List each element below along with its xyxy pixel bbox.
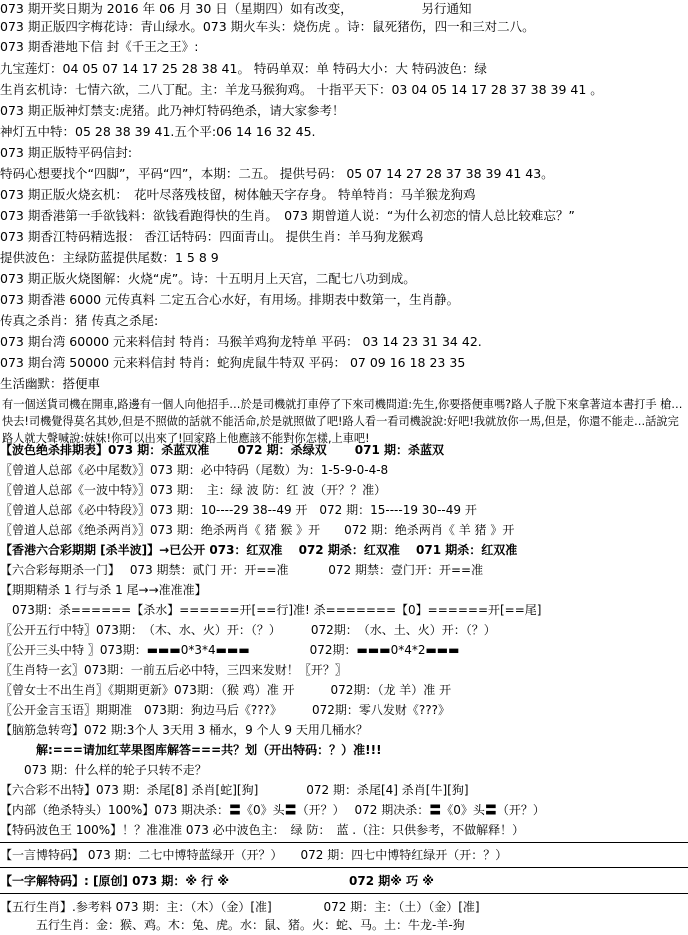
line-one-char: 【一字解特码】: [原创] 073 期：※ 行 ※ 072 期※ 巧 ※: [0, 874, 434, 888]
line-four-legs: 特码心想要找个“四脚”，平码“四”，本期：二五。 提供号码： 05 07 14 27 28 37 38 39 41 43。: [0, 166, 554, 181]
line-three-heads: 〖公开三头中特 〗073期：▬▬▬0*3*4▬▬▬ 072期：▬▬▬0*4*2▬▬▬: [0, 643, 460, 657]
line-hk-first-hand: 073 期香港第一手欲钱料：欲钱看跑得快的生肖。 073 期曾道人说：“为什么初恋的情人总比较难忘？”: [0, 208, 575, 223]
line-plum-poem: 073 期正版四字梅花诗：青山绿水。073 期火车头：烧伤虎 。诗：鼠死猪伤，四一和三对二八。: [0, 19, 535, 34]
line-answer: 解:===请加红苹果图库解答===共？划（开出特码：？）准!!!: [0, 743, 382, 757]
line-kill-two: 〖曾道人总部《绝杀两肖》〗073 期：绝杀两肖《 猪 猴 》开 072 期：绝杀两肖《 羊 猪 》开: [0, 523, 515, 537]
line-hk-envelope: 073 期香港地下信 封《千王之王》:: [0, 39, 199, 54]
line-hk-fax: 073 期香港 6000 元传真料 二定五合心水好，有用场。排期表中数第一，生肖静。: [0, 292, 460, 307]
humor-story: 有一個送貨司機在開車,路邊有一個人向他招手…於是司機就打車停了下來司機問道:先生,你要搭便車嗎?路人子脫下來拿著這本書打手 槍…快去!司機覺得莫名其妙,但是不照做的話就不能活命,於是就照做了吧!路人看一看司機說說:好吧!我就放你一馬,但是，你還不能走…話說完路人就大聲喊說:妹妹!你可以出來了!回家路上他應該不能對你怎樣,上車吧!: [2, 398, 683, 445]
line-must-segment: 〖曾道人总部《必中特段》〗073 期：10----29 38--49 开 072 期：15----19 30--49 开: [0, 503, 477, 517]
line-zodiac-poem: 生肖玄机诗：七情六欲，二八丁配。主：羊龙马猴狗鸡。 十指平天下：03 04 05 14 17 28 37 38 39 41 。: [0, 82, 603, 97]
line-inner-kill: 【内部（绝杀特头）100%】073 期决杀：〓《0》头〓（开？） 072 期决杀：〓《0》头〓（开？）: [0, 803, 545, 817]
line-flat-code-envelope: 073 期正版特平码信封:: [0, 145, 133, 160]
line-riddle: 073 期：什么样的轮子只转不走？: [0, 763, 207, 777]
divider: [0, 893, 688, 894]
line-no-special: 【六合彩不出特】073 期：杀尾[8] 杀肖[蛇][狗] 072 期：杀尾[4] 杀肖[牛][狗]: [0, 783, 469, 797]
line-ms-zeng: 〖曾女士不出生肖〗《期期更新》073期：（猴 鸡）准 开 072期：（龙 羊）准 开: [0, 683, 452, 697]
line-draw-date: 073 期开奖日期为 2016 年 06 月 30 日（星期四）如有改变， 另行通知: [0, 1, 472, 16]
line-lamp-five: 神灯五中特：05 28 38 39 41.五个平:06 14 16 32 45.: [0, 124, 316, 139]
line-kill-water: 073期：杀======【杀水】======开[==行]准! 杀=======【0】======开[==尾]: [0, 603, 542, 617]
line-lamp-ban: 073 期正版神灯禁支:虎猪。此乃神灯特码绝杀，请大家参考！: [0, 103, 345, 118]
line-brain-teaser: 【脑筋急转弯】072 期:3个人 3天用 3 桶水，9 个人 9 天用几桶水？: [0, 723, 368, 737]
line-taiwan-50000: 073 期台湾 50000 元来料信封 特肖：蛇狗虎鼠牛特双 平码： 07 09 16 18 23 35: [0, 355, 466, 370]
line-fire-mystery: 073 期正版火烧玄机： 花叶尽落残枝留，树体触天字存身。 特单特肖：马羊猴龙狗鸡: [0, 187, 476, 202]
line-one-wave: 〖曾道人总部《一波中特》〗073 期： 主：绿 波 防：红 波（开？？准）: [0, 483, 387, 497]
line-wave-kill-table: 【波色绝杀排期表】073 期：杀蓝双准 072 期：杀绿双 071 期：杀蓝双: [0, 443, 445, 457]
line-one-word-bet: 【一言博特码】 073 期：二七中博特蓝绿开（开？） 072 期：四七中博特红绿开（开：？）: [0, 848, 508, 862]
divider: [0, 842, 688, 843]
line-kill-half-wave: 【香港六合彩期期 [杀半波]】→已公开 073：红双准 072 期杀：红双准 071 期杀：红双准: [0, 543, 518, 557]
line-golden-words: 〖公开金言玉语〗期期准 073期：狗边马后《???》 072期：零八发财《???》: [0, 703, 451, 717]
line-humor-title: 生活幽默：搭便車: [0, 376, 101, 391]
line-five-zodiac-list: 五行生肖：金：猴、鸡。木：兔、虎。水：鼠、猪。火：蛇、马。土：牛龙-羊-狗: [0, 918, 465, 932]
line-five-elements: 〖公开五行中特〗073期： （木、水、火）开：（？） 072期： （水、土、火）开：（？）: [0, 623, 496, 637]
line-taiwan-60000: 073 期台湾 60000 元来料信封 特肖：马猴羊鸡狗龙特单 平码： 03 14 23 31 34 42.: [0, 334, 482, 349]
line-lotus-lamp: 九宝莲灯：04 05 07 14 17 25 28 38 41。 特码单双：单 特码大小：大 特码波色：绿: [0, 61, 487, 76]
line-kill-one-door: 【六合彩每期杀一门】 073 期禁：贰门 开：开==准 072 期禁：壹门开：开==准: [0, 563, 484, 577]
line-wave-color: 提供波色：主绿防蓝提供尾数：1 5 8 9: [0, 250, 219, 265]
line-precise-kill: 【期期精杀 1 行与杀 1 尾→→准准准】: [0, 583, 207, 597]
line-fire-diagram: 073 期正版火烧图解：火烧“虎”。诗：十五明月上天宫，二配七八功到成。: [0, 271, 416, 286]
line-zodiac-one: 〖生肖特一玄〗073期：一前五后必中特，三四来发财！〖开？〗: [0, 663, 347, 677]
line-xiangjiang: 073 期香江特码精选报： 香江话特码：四面青山。 提供生肖：羊马狗龙猴鸡: [0, 229, 424, 244]
line-must-tail: 〖曾道人总部《必中尾数》〗073 期：必中特码（尾数）为：1-5-9-0-4-8: [0, 463, 389, 477]
line-wave-king: 【特码波色王 100%】！？准准准 073 必中波色主： 绿 防： 蓝 .（注：只供参考，不做解释！）: [0, 823, 525, 837]
line-five-zodiac: 【五行生肖】.参考料 073 期：主：（木）（金）[准] 072 期：主：（土）（金）[准]: [0, 900, 480, 914]
line-fax-kill: 传真之杀肖：猪 传真之杀尾:: [0, 313, 159, 328]
divider: [0, 867, 688, 868]
